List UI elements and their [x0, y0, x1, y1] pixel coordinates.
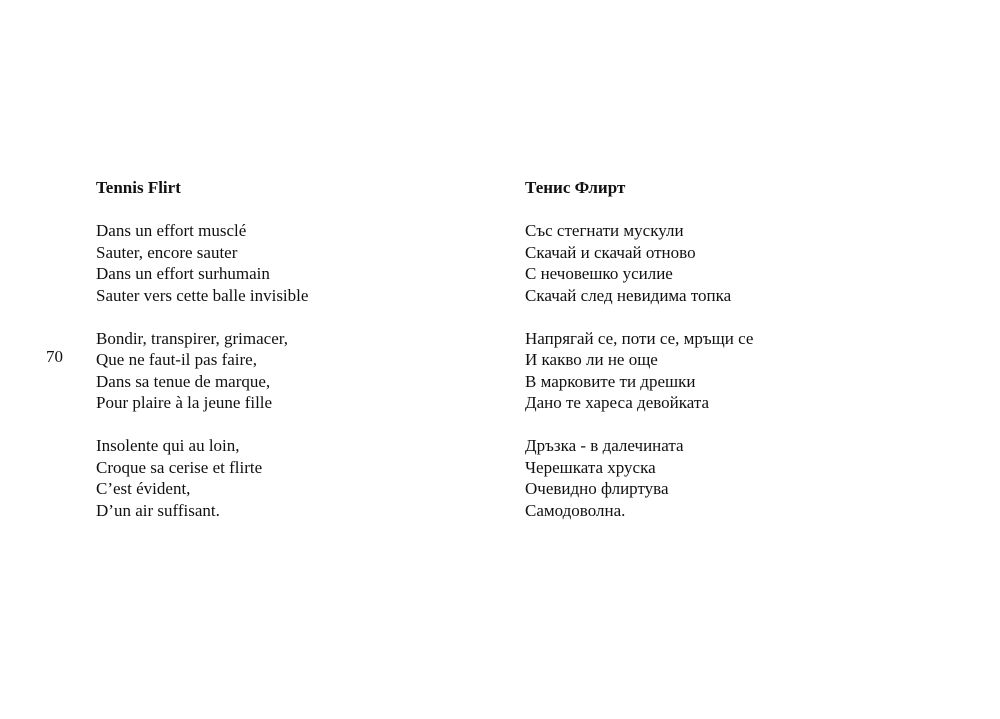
poem-line: Черешката хруска [525, 457, 656, 477]
poem-line: D’un air suffisant. [96, 500, 220, 520]
poem-line: Dans un effort surhumain [96, 264, 270, 283]
poem-line: Скачай и скачай отново [525, 242, 696, 262]
poem-line: Croque sa cerise et flirte [96, 457, 263, 477]
stanza [96, 328, 516, 414]
poem-bulgarian [525, 177, 945, 543]
poem-line: С нечовешко усилие [525, 264, 673, 283]
poem-title-bulgarian: Тенис Флирт [525, 178, 626, 197]
poem-line: Дръзка - в далечината [525, 436, 684, 455]
poem-line: Dans sa tenue de marque, [96, 371, 271, 391]
poem-french [96, 177, 516, 543]
poem-line: В марковите ти дрешки [525, 371, 696, 391]
page-number: 70 [46, 347, 63, 366]
poem-line: Очевидно флиртува [525, 479, 669, 498]
stanza [525, 328, 945, 414]
poem-line: Insolente qui au loin, [96, 436, 240, 455]
poem-title-french: Tennis Flirt [96, 178, 181, 197]
poem-line: Дано те хареса девойката [525, 393, 710, 412]
poem-line: Bondir, transpirer, grimacer, [96, 328, 288, 348]
poem-line: Със стегнати мускули [525, 221, 684, 240]
poem-line: Sauter, encore sauter [96, 242, 238, 262]
poem-line: Самодоволна. [525, 500, 626, 520]
poem-line: C’est évident, [96, 479, 191, 498]
poem-line: Скачай след невидима топка [525, 285, 732, 305]
poem-line: Pour plaire à la jeune fille [96, 393, 273, 412]
stanza [525, 220, 945, 306]
poem-line: Sauter vers cette balle invisible [96, 285, 309, 305]
stanza [525, 435, 945, 521]
poem-line: Que ne faut-il pas faire, [96, 350, 257, 369]
stanza [96, 220, 516, 306]
poem-line: Dans un effort musclé [96, 221, 247, 240]
poem-line: И какво ли не още [525, 350, 658, 369]
stanza [96, 435, 516, 521]
poem-line: Напрягай се, поти се, мръщи се [525, 328, 754, 348]
